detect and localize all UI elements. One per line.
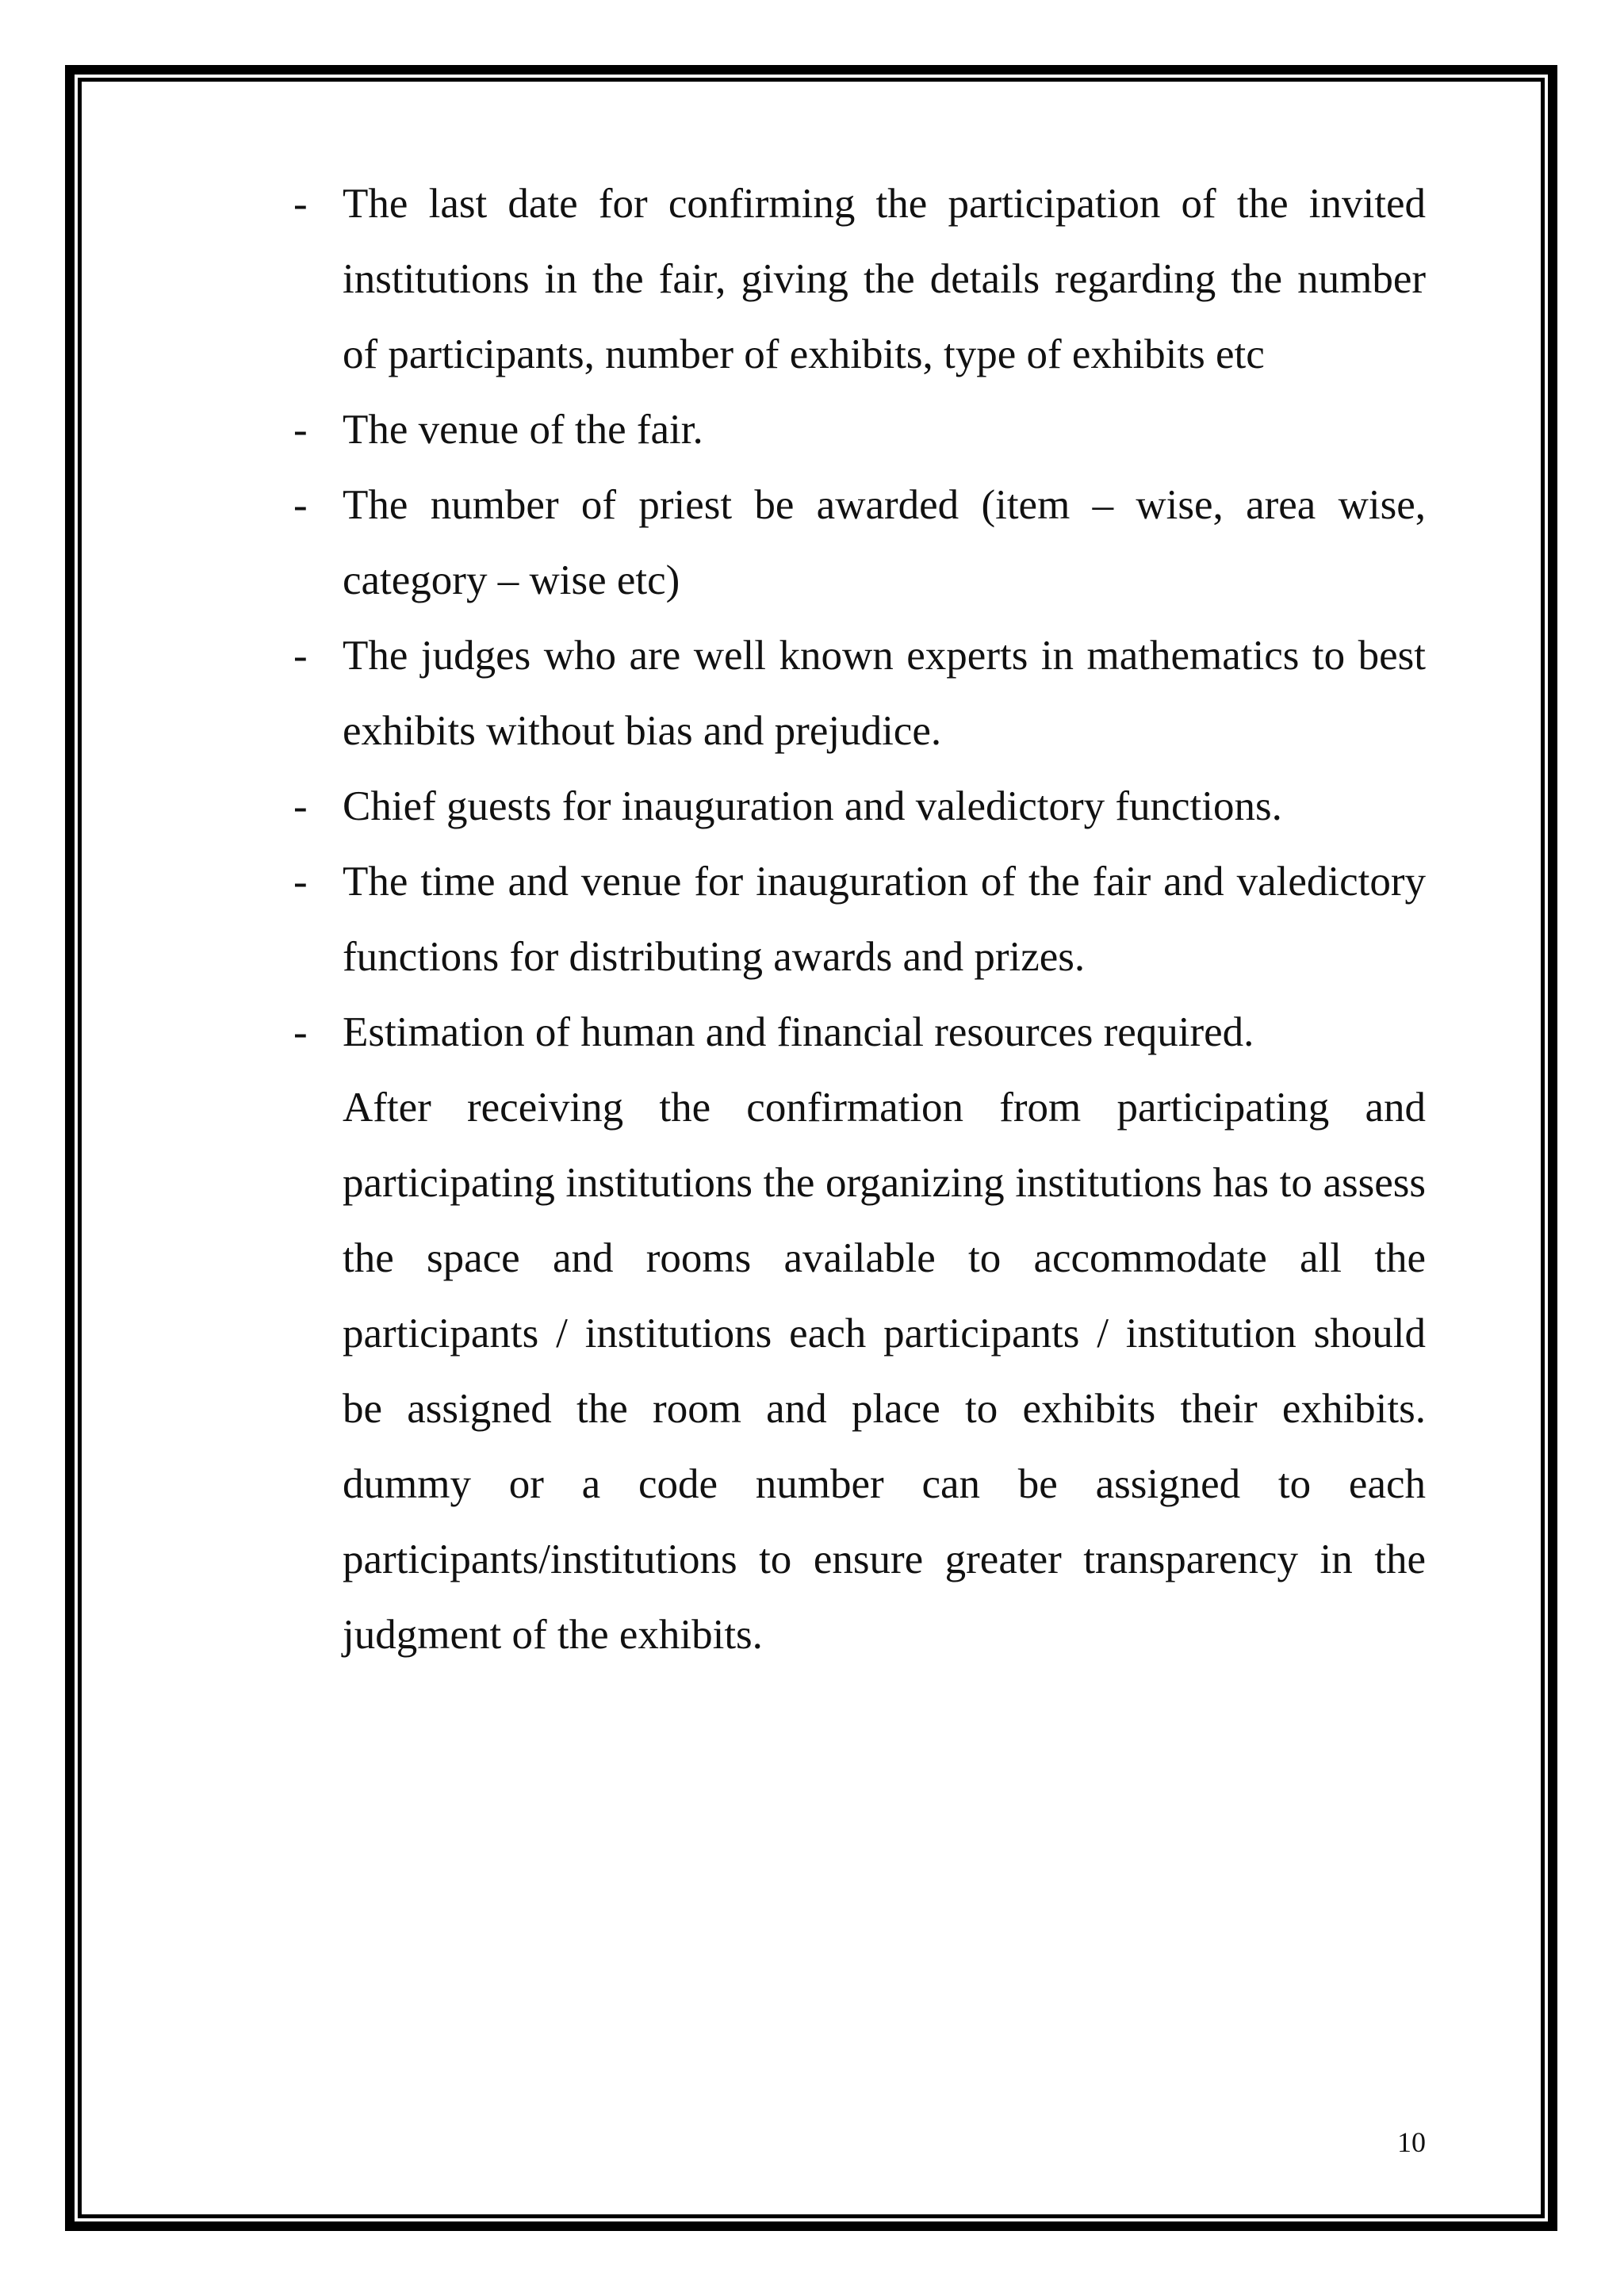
list-item-text: Estimation of human and financial resources required. — [343, 1009, 1254, 1055]
list-item — [293, 769, 1426, 844]
list-item-text: The time and venue for inauguration of the fair and valedictory functions for distributing awards and prizes. — [343, 859, 1426, 980]
list-item-text: The venue of the fair. — [343, 407, 703, 453]
body-paragraph: After receiving the confirmation from participating and participating institutions the organizing institutions has to assess the space and rooms available to accommodate all the participants / institutions each participants / institution should be assigned the room and place to exhibits their exhibits. dummy or a code number can be assigned to each participants/institutions to ensure greater transparency in the judgment of the exhibits. — [343, 1085, 1426, 1658]
bullet-dash: - — [293, 859, 308, 905]
list-item-text: The number of priest be awarded (item – wise, area wise, category – wise etc) — [343, 482, 1426, 603]
bullet-dash: - — [293, 633, 308, 679]
list-item — [293, 166, 1426, 392]
list-item-text: Chief guests for inauguration and valedictory functions. — [343, 783, 1282, 829]
bullet-dash: - — [293, 482, 308, 528]
page-content — [293, 166, 1426, 1673]
list-item-text: The judges who are well known experts in mathematics to best exhibits without bias and prejudice. — [343, 633, 1426, 754]
list-item-text: The last date for confirming the participation of the invited institutions in the fair, giving the details regarding the number of participants, number of exhibits, type of exhibits etc — [343, 181, 1426, 377]
bullet-dash: - — [293, 407, 308, 453]
page-number: 10 — [1397, 2126, 1426, 2158]
list-item — [293, 844, 1426, 995]
bullet-dash: - — [293, 783, 308, 829]
list-item — [293, 995, 1426, 1070]
list-item — [293, 392, 1426, 468]
list-item — [293, 468, 1426, 618]
bullet-dash: - — [293, 181, 308, 227]
list-item — [293, 618, 1426, 769]
bullet-dash: - — [293, 1009, 308, 1055]
